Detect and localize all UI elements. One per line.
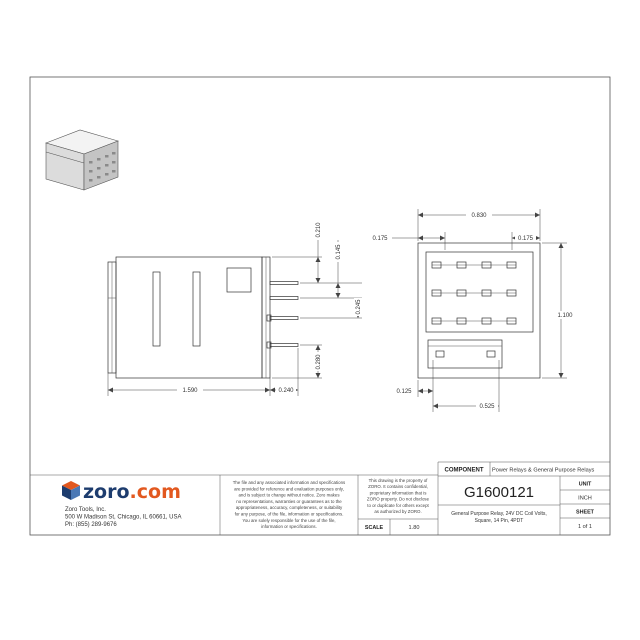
disclaimer-line: You are solely responsible for the use of the file,: [242, 517, 336, 523]
description-line: Square, 14 Pin, 4PDT: [474, 518, 524, 524]
dim-pin-gap-middle: 0.245: [356, 299, 362, 315]
pin-2: [270, 297, 298, 300]
dim-height: 1.100: [557, 313, 573, 320]
property-notice-line: This drawing is the property of: [368, 478, 428, 483]
dim-width: 0.830: [471, 213, 487, 220]
zoro-cube-icon: [62, 481, 80, 500]
company-address: 500 W Madison St, Chicago, IL 60661, USA: [65, 514, 182, 521]
disclaimer-line: for any purpose, of the file, information or specifications.: [234, 511, 344, 517]
label-window: [227, 268, 251, 292]
title-block: [30, 462, 610, 535]
pin-row-1: [432, 262, 516, 268]
dim-side-length: 1.590: [182, 388, 198, 395]
unit-value: INCH: [578, 495, 592, 502]
sheet-label: SHEET: [576, 509, 594, 516]
dim-pin-length: 0.240: [278, 388, 294, 395]
dim-bottom-pin-span: 0.525: [479, 404, 495, 411]
component-value: Power Relays & General Purpose Relays: [492, 467, 595, 474]
property-notice-line: to or duplicate for others except: [367, 502, 429, 508]
part-number: G1600121: [463, 484, 535, 501]
property-notice-line: ZORO property. Do not disclose: [366, 496, 430, 502]
pin-4: [270, 344, 298, 347]
side-view: [108, 257, 298, 378]
terminal-tab: [267, 315, 271, 321]
property-notice-line: ZORO. It contains confidential,: [368, 484, 428, 490]
disclaimer: [233, 480, 346, 529]
pin-1: [270, 282, 298, 285]
relay-body-side: [116, 257, 262, 378]
logo-word: zoro: [83, 481, 130, 503]
vent-slot-left: [153, 272, 160, 346]
terminal-tab: [267, 342, 271, 348]
company-phone: Ph: (855) 289-9676: [65, 522, 117, 528]
pin-row-2: [432, 290, 516, 296]
property-notice-line: as authorized by ZORO.: [374, 509, 422, 514]
pin-row-3: [432, 318, 516, 324]
dim-right-offset: 0.175: [517, 236, 534, 243]
company-name: Zoro Tools, Inc.: [65, 507, 106, 513]
scale-value: 1.80: [408, 525, 420, 531]
description-line: General Purpose Relay, 24V DC Coil Volts,: [451, 511, 547, 517]
front-view-dimensions: [369, 209, 578, 412]
disclaimer-line: no representations, warranties or guarantees as to the: [236, 498, 342, 504]
coil-pin-right: [487, 351, 495, 357]
property-notice-line: proprietary information that is: [369, 490, 427, 496]
dim-bottom-left-offset: 0.125: [396, 389, 412, 396]
disclaimer-line: information or specifications.: [261, 524, 317, 530]
dim-top-offset: 0.210: [316, 222, 322, 238]
disclaimer-line: are provided for reference and evaluation purposes only,: [234, 486, 344, 492]
unit-label: UNIT: [578, 481, 592, 488]
side-view-dimensions: [108, 220, 362, 396]
relay-body-front: [418, 243, 540, 378]
component-label: COMPONENT: [444, 467, 484, 474]
logo-domain: .com: [129, 481, 181, 503]
dim-left-offset: 0.175: [372, 236, 388, 243]
zoro-logo-text: [83, 481, 181, 503]
pin-3: [270, 317, 298, 320]
coil-pin-left: [436, 351, 444, 357]
vent-slot-right: [193, 272, 200, 346]
disclaimer-line: The file and any associated information and specifications: [232, 480, 346, 485]
front-view: [418, 243, 540, 378]
dim-pin-gap-upper: 0.145: [336, 244, 342, 260]
isometric-view: [46, 130, 118, 190]
contact-area: [426, 252, 533, 332]
coil-terminal-area: [428, 340, 502, 368]
disclaimer-line: appropriateness, accuracy, completeness, or suitability: [235, 505, 343, 511]
dim-bottom-offset: 0.280: [316, 354, 322, 370]
sheet-value: 1 of 1: [578, 524, 592, 530]
property-notice: [367, 478, 430, 514]
disclaimer-line: and is subject to change without notice. Zoro makes: [238, 492, 340, 498]
scale-label: SCALE: [364, 525, 384, 531]
